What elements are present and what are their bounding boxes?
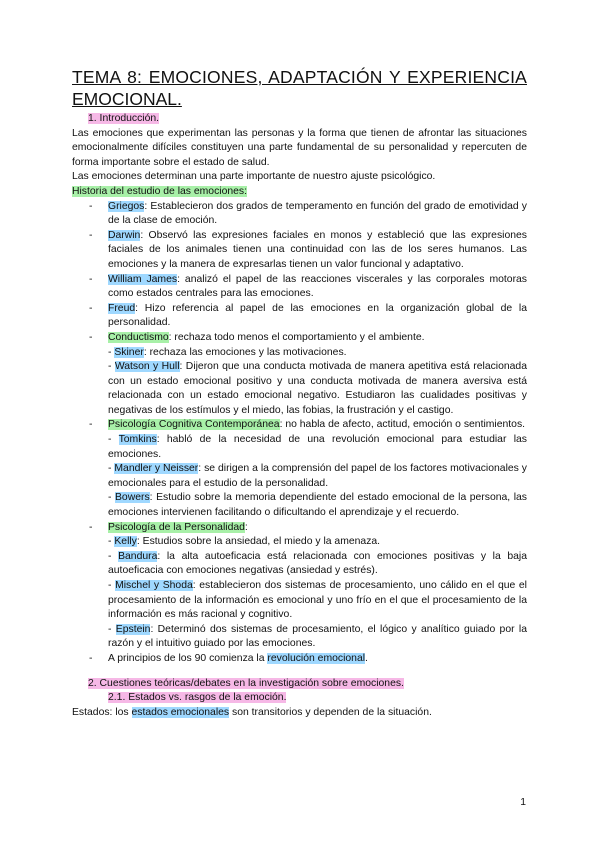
text-tomkins: : habló de la necesidad de una revolución emocional para estudiar las emociones.	[108, 434, 527, 460]
history-heading: Historia del estudio de las emociones:	[72, 185, 248, 197]
history-list	[72, 200, 527, 667]
page-title: TEMA 8: EMOCIONES, ADAPTACIÓN Y EXPERIENCIA	[72, 67, 527, 87]
text-bandura: : la alta autoeficacia está relacionada con emociones positivas y la baja autoeficacia con emociones negativas (ansiedad y estrés).	[108, 550, 527, 577]
text-freud: : Hizo referencia al papel de las emociones en la organización global de la personalidad.	[108, 302, 527, 329]
estados-paragraph	[72, 706, 527, 721]
page-title-continued: EMOCIONAL.	[72, 89, 182, 109]
text-bowers: : Estudio sobre la memoria dependiente del estado emocional de la persona, las emociones intervienen facilitando o dificultando el aprendizaje y el recuerdo.	[108, 492, 527, 519]
term-watson-hull: Watson y Hull	[114, 361, 180, 373]
text-kelly: : Estudios sobre la ansiedad, el miedo y la amenaza.	[136, 536, 381, 548]
term-tomkins: Tomkins	[118, 434, 157, 446]
intro-paragraph-1: Las emociones que experimentan las personas y la forma que tienen de afrontar las situaciones emocionalmente difíciles constituyen una parte fundamental de su personalidad y repercuten de forma importante sobre el estado de salud.	[72, 127, 527, 168]
term-personalidad: Psicología de la Personalidad	[108, 521, 245, 533]
sub-item-skiner: - Skiner: rechaza las emociones y las motivaciones.	[108, 346, 347, 358]
term-cognitiva: Psicología Cognitiva Contemporánea	[108, 419, 280, 431]
sub-item-epstein: - Epstein: Determinó dos sistemas de procesamiento, el lógico y analítico guiado por la razón y el intuitivo guiado por las emociones.	[108, 623, 527, 650]
list-item-conductismo: - Conductismo: rechaza todo menos el comportamiento y el ambiente. - Skiner: rechaza las emociones y las motivaciones. - Watson y Hull: Dijeron que una conducta motivada de manera apetitiva está relacionada con un estado emocional positivo y una conducta motivada de manera aversiva está relacionada con un estado emocional negativo. Estudiaron las cualidades positivas y negativas de los estímulos y el miedo, las fobias, la frustración y el castigo.	[72, 331, 527, 419]
text-mischel-shoda: : establecieron dos sistemas de procesamiento, uno cálido en el que el procesamiento de la información es emocional y uno frío en el que el procesamiento de la información es más racional y cognitivo.	[108, 580, 527, 621]
intro-paragraph-2: Las emociones determinan una parte importante de nuestro ajuste psicológico.	[72, 171, 436, 183]
text-revolucion-pre: A principios de los 90 comienza la	[108, 652, 268, 664]
list-item-darwin: - Darwin: Observó las expresiones faciales en monos y estableció que las expresiones faciales de los animales tienen una continuidad con las de los seres humanos. Las emociones y la manera de expresarlas tienen un valor funcional y adaptativo.	[89, 229, 527, 270]
term-mandler-neisser: Mandler y Neisser	[114, 463, 199, 475]
term-skiner: Skiner	[114, 346, 144, 358]
sub-item-mandler-neisser: - Mandler y Neisser: se dirigen a la comprensión del papel de los factores motivacionales y emocionales para el estudio de la personalidad.	[108, 463, 527, 489]
text-epstein: : Determinó dos sistemas de procesamiento, el lógico y analítico guiado por la razón y el intuitivo guiado por las emociones.	[108, 623, 527, 650]
document-page	[72, 66, 527, 720]
term-mischel-shoda: Mischel y Shoda	[115, 580, 193, 591]
term-kelly: Kelly	[114, 536, 137, 548]
text-darwin: : Observó las expresiones faciales en monos y estableció que las expresiones faciales de los animales tienen una continuidad con las de los seres humanos. Las emociones y la manera de expresarlas tienen un valor funcional y adaptativo.	[108, 229, 527, 270]
text-griegos: : Establecieron dos grados de temperamento en función del grado de emotividad y de la clase de emoción.	[108, 200, 527, 227]
sub-item-tomkins: - Tomkins: habló de la necesidad de una revolución emocional para estudiar las emociones.	[108, 434, 527, 460]
term-freud: Freud	[108, 302, 136, 314]
text-skiner: : rechaza las emociones y las motivaciones.	[143, 346, 347, 358]
sub-item-bandura: - Bandura: la alta autoeficacia está relacionada con emociones positivas y la baja autoeficacia con emociones negativas (ansiedad y estrés).	[108, 550, 527, 577]
sub-item-watson-hull: - Watson y Hull: Dijeron que una conducta motivada de manera apetitiva está relacionada con un estado emocional positivo y una conducta motivada de manera aversiva está relacionada con un estado emocional negativo. Estudiaron las cualidades positivas y negativas de los estímulos y el miedo, las fobias, la frustración y el castigo.	[108, 361, 527, 416]
term-epstein: Epstein	[115, 623, 151, 635]
section-2-1-heading	[72, 691, 527, 706]
sub-item-mischel-shoda: - Mischel y Shoda: establecieron dos sistemas de procesamiento, uno cálido en el que el procesamiento de la información es emocional y uno frío en el que el procesamiento de la información es más racional y cognitivo.	[108, 580, 527, 621]
list-item-griegos: - Griegos: Establecieron dos grados de temperamento en función del grado de emotividad y de la clase de emoción.	[89, 200, 527, 227]
term-bandura: Bandura	[118, 550, 158, 562]
term-william-james: William James	[108, 273, 178, 285]
sub-item-bowers: - Bowers: Estudio sobre la memoria dependiente del estado emocional de la persona, las emociones intervienen facilitando o dificultando el aprendizaje y el recuerdo.	[108, 492, 527, 519]
term-griegos: Griegos	[108, 200, 145, 212]
page-number: 1	[520, 797, 526, 808]
text-revolucion-post: .	[365, 652, 368, 664]
term-conductismo: Conductismo	[108, 331, 169, 343]
term-bowers: Bowers	[115, 492, 150, 504]
text-william-james: : analizó el papel de las reacciones viscerales y las corporales motoras como estados centrales para las emociones.	[108, 273, 527, 300]
history-heading-line	[72, 185, 527, 200]
list-item-william-james: - William James: analizó el papel de las reacciones viscerales y las corporales motoras como estados centrales para las emociones.	[89, 273, 527, 300]
text-personalidad: :	[244, 521, 248, 533]
list-item-cognitiva: - Psicología Cognitiva Contemporánea: no habla de afecto, actitud, emoción o sentimientos. - Tomkins: habló de la necesidad de una revolución emocional para estudiar las emociones. - Mandler y Neisser: se dirigen a la comprensión del papel de los factores motivacionales y emocionales para el estudio de la personalidad. - Bowers: Estudio sobre la memoria dependiente del estado emocional de la persona, las emociones intervienen facilitando o dificultando el aprendizaje y el recuerdo.	[72, 418, 527, 520]
section-2-1-label: 2.1. Estados vs. rasgos de la emoción.	[108, 692, 287, 704]
text-mandler-neisser: : se dirigen a la comprensión del papel de los factores motivacionales y emocionales para el estudio de la personalidad.	[108, 463, 527, 489]
list-item-freud: - Freud: Hizo referencia al papel de las emociones en la organización global de la personalidad.	[89, 302, 527, 329]
section-1-heading	[72, 112, 527, 127]
term-estados: estados emocionales	[131, 706, 230, 718]
term-darwin: Darwin	[108, 229, 141, 241]
list-item-revolucion: - A principios de los 90 comienza la revolución emocional.	[89, 652, 368, 664]
text-cognitiva: : no habla de afecto, actitud, emoción o sentimientos.	[279, 419, 526, 431]
text-watson-hull: : Dijeron que una conducta motivada de manera apetitiva está relacionada con un estado emocional positivo y una conducta motivada de manera aversiva está relacionada con un estado emocional negativo. Estudiaron las cualidades positivas y negativas de los estímulos y el miedo, las fobias, la frustración y el castigo.	[108, 361, 527, 416]
sub-item-kelly: - Kelly: Estudios sobre la ansiedad, el miedo y la amenaza.	[108, 536, 381, 548]
estados-post: son transitorios y dependen de la situación.	[229, 706, 432, 718]
estados-pre: Estados: los	[72, 706, 132, 718]
text-conductismo: : rechaza todo menos el comportamiento y el ambiente.	[168, 331, 425, 343]
section-2-heading	[72, 677, 527, 692]
section-1-label: 1. Introducción.	[88, 113, 160, 124]
term-revolucion: revolución emocional	[267, 652, 366, 664]
section-2-label: 2. Cuestiones teóricas/debates en la investigación sobre emociones.	[88, 677, 404, 689]
list-item-personalidad: - Psicología de la Personalidad: - Kelly: Estudios sobre la ansiedad, el miedo y la amenaza. - Bandura: la alta autoeficacia está relacionada con emociones positivas y la baja autoeficacia con emociones negativas (ansiedad y estrés). - Mischel y Shoda: establecieron dos sistemas de procesamiento, uno cálido en el que el procesamiento de la información es emocional y uno frío en el que el procesamiento de la información es más racional y cognitivo. - Epstein: Determinó dos sistemas de procesamiento, el lógico y analítico guiado por la razón y el intuitivo guiado por las emociones.	[72, 521, 527, 652]
